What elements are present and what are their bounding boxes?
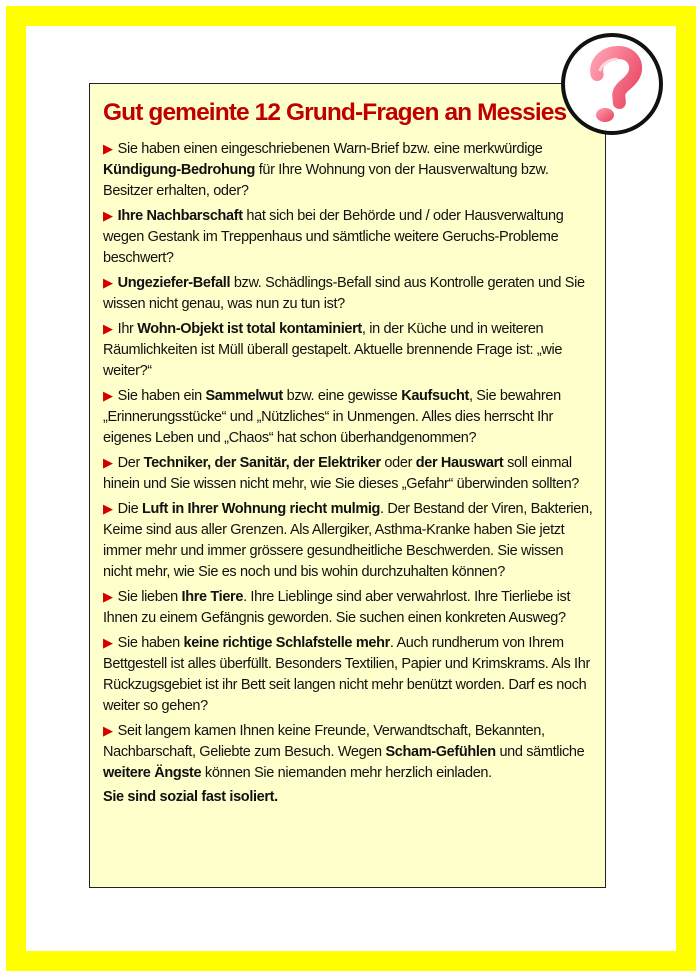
item-highlight: der Hauswart (415, 455, 504, 471)
item-highlight: Sammelwut (205, 388, 283, 404)
question-item (103, 586, 593, 629)
item-highlight: Kündigung-Bedrohung (103, 162, 256, 178)
item-highlight: Luft in Ihrer Wohnung riecht mulmig (142, 501, 381, 517)
red-triangle-bullet-icon: ▶ (103, 589, 113, 604)
item-highlight: keine richtige Schlafstelle mehr (183, 635, 390, 651)
question-item (103, 720, 593, 784)
item-text: Sie haben ein (117, 388, 206, 404)
item-text: Sie haben (117, 635, 184, 651)
red-triangle-bullet-icon: ▶ (103, 723, 113, 738)
page-title: Gut gemeinte 12 Grund-Fragen an Messies (103, 99, 567, 126)
item-text: soll einmal hinein und Sie wissen nicht mehr, wie Sie dieses „Gefahr“ überwinden sollten? (103, 455, 579, 492)
question-item (103, 138, 593, 202)
red-triangle-bullet-icon: ▶ (103, 208, 113, 223)
question-item (103, 498, 593, 583)
item-text: . Ihre Lieblinge sind aber verwahrlost. Ihre Tierliebe ist Ihnen zu einem Gefängnis geworden. Sie suchen einen konkreten Ausweg? (103, 589, 571, 626)
red-triangle-bullet-icon: ▶ (103, 635, 113, 650)
item-text: und sämtliche (495, 744, 585, 760)
item-text: . Der Bestand der Viren, Bakterien, Keime sind aus aller Grenzen. Als Allergiker, Asthma-Kranke haben Sie jetzt immer mehr und immer grössere gesundheitliche Beschwerden. Sie wissen nicht mehr, wie Sie es noch und bis wohin durchzuhalten können? (103, 501, 593, 580)
item-highlight: Wohn-Objekt ist total kontaminiert (137, 321, 362, 337)
red-triangle-bullet-icon: ▶ (103, 321, 113, 336)
question-item (103, 632, 593, 717)
item-text: , Sie bewahren „Erinnerungsstücke“ und „Nützliches“ in Unmengen. Alles dies herrscht Ihr eigenes Leben und „Chaos“ hat schon überhandgenommen? (103, 388, 561, 446)
question-item (103, 272, 593, 315)
closing-statement: Sie sind sozial fast isoliert. (103, 789, 278, 805)
item-highlight: Ihre Nachbarschaft (117, 208, 243, 224)
questions-card (89, 83, 606, 888)
item-text: Sie haben einen eingeschriebenen Warn-Brief bzw. eine merkwürdige (117, 141, 543, 157)
item-text: Seit langem kamen Ihnen keine Freunde, Verwandtschaft, Bekannten, Nachbarschaft, Geliebte zum Besuch. Wegen (103, 723, 545, 760)
item-highlight: Ungeziefer-Befall (117, 275, 231, 291)
item-text: , in der Küche und in weiteren Räumlichkeiten ist Müll überall gestapelt. Aktuelle brennende Frage ist: „wie weiter?“ (103, 321, 563, 379)
item-text: bzw. eine gewisse (282, 388, 402, 404)
item-text: . Auch rundherum von Ihrem Bettgestell ist alles überfüllt. Besonders Textilien, Papier und Krimskrams. Als Ihr Rückzugsgebiet ist ihr Bett seit langen nicht mehr benützt worden. Darf es noch weiter so gehen? (103, 635, 590, 714)
item-text: bzw. Schädlings-Befall sind aus Kontrolle geraten und Sie wissen nicht genau, was nun zu tun ist? (103, 275, 585, 312)
item-text: Die (117, 501, 143, 517)
red-triangle-bullet-icon: ▶ (103, 388, 113, 403)
item-highlight: Techniker, der Sanitär, der Elektriker (143, 455, 381, 471)
question-item (103, 385, 593, 449)
item-text: oder (380, 455, 416, 471)
red-triangle-bullet-icon: ▶ (103, 275, 113, 290)
item-text: hat sich bei der Behörde und / oder Hausverwaltung wegen Gestank im Treppenhaus und sämtliche weitere Geruchs-Probleme beschwert? (103, 208, 564, 266)
question-item (103, 452, 593, 495)
red-triangle-bullet-icon: ▶ (103, 455, 113, 470)
item-highlight: weitere Ängste (103, 765, 202, 781)
item-highlight: Scham-Gefühlen (385, 744, 496, 760)
question-mark-badge (561, 33, 663, 135)
item-highlight: Kaufsucht (401, 388, 469, 404)
item-text: Der (117, 455, 144, 471)
item-highlight: Ihre Tiere (181, 589, 244, 605)
pink-question-mark-icon (565, 37, 659, 131)
question-item (103, 205, 593, 269)
red-triangle-bullet-icon: ▶ (103, 141, 113, 156)
item-text: für Ihre Wohnung von der Hausverwaltung bzw. Besitzer erhalten, oder? (103, 162, 549, 199)
question-item (103, 318, 593, 382)
item-text: Sie lieben (117, 589, 182, 605)
red-triangle-bullet-icon: ▶ (103, 501, 113, 516)
item-text: Ihr (117, 321, 138, 337)
item-text: können Sie niemanden mehr herzlich einladen. (201, 765, 492, 781)
